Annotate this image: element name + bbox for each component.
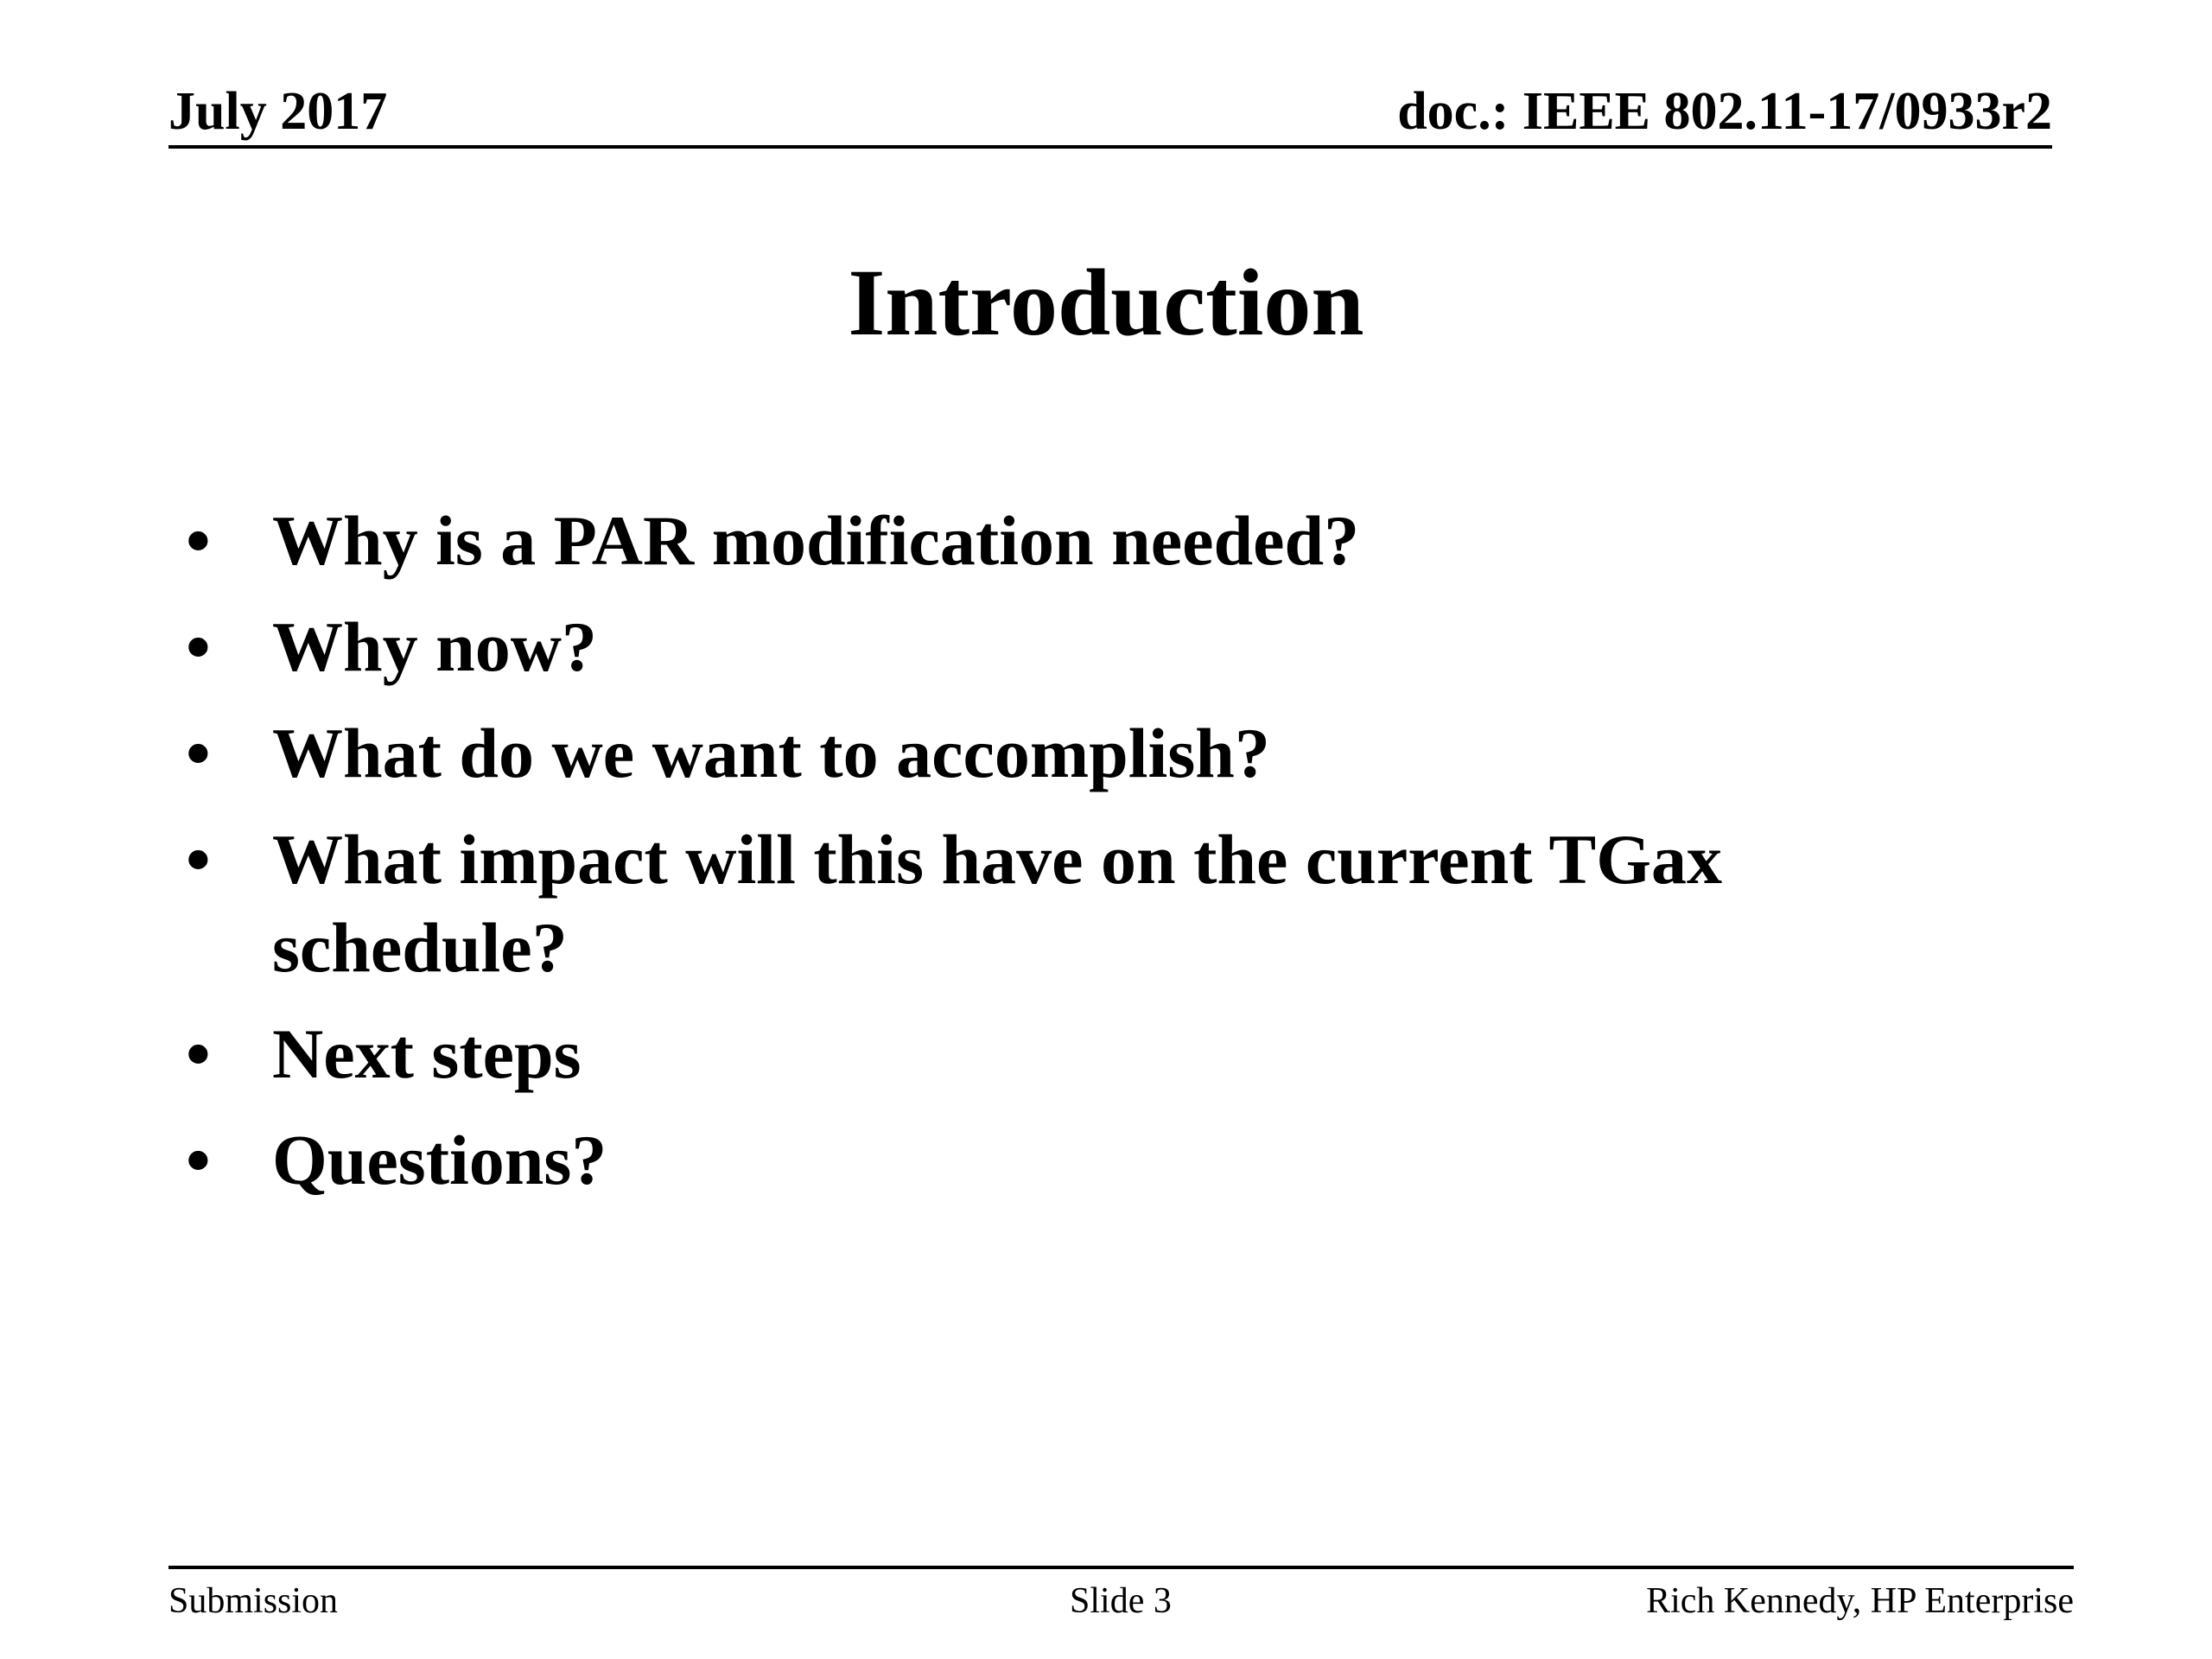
bullet-icon: • <box>186 607 211 686</box>
bullet-text: Why is a PAR modification needed? <box>272 501 1360 580</box>
bullet-item <box>186 709 1914 798</box>
header-doc-id: doc.: IEEE 802.11-17/0933r2 <box>1397 82 2052 141</box>
bullet-text: What impact will this have on the current TGax schedule? <box>272 820 1722 987</box>
bullet-text: Questions? <box>272 1121 607 1199</box>
header-date: July 2017 <box>168 82 388 141</box>
bullet-icon: • <box>186 714 211 792</box>
bullet-icon: • <box>186 1121 211 1199</box>
bullet-icon: • <box>186 820 211 899</box>
footer-divider <box>168 1566 2074 1569</box>
bullet-item <box>186 1010 1914 1098</box>
footer-slide-number: Slide 3 <box>1070 1581 1172 1621</box>
bullet-item <box>186 1116 1914 1205</box>
footer-submission: Submission <box>168 1581 339 1621</box>
slide-title: Introduction <box>848 250 1364 355</box>
bullet-item <box>186 603 1914 691</box>
bullet-text: Next steps <box>272 1014 582 1093</box>
bullet-list <box>186 497 1914 1223</box>
footer-author: Rich Kennedy, HP Enterprise <box>1646 1581 2074 1621</box>
bullet-item <box>186 816 1914 992</box>
bullet-icon: • <box>186 1014 211 1093</box>
bullet-item <box>186 497 1914 585</box>
bullet-text: What do we want to accomplish? <box>272 714 1270 792</box>
bullet-icon: • <box>186 501 211 580</box>
bullet-text: Why now? <box>272 607 597 686</box>
header-divider <box>168 145 2052 149</box>
